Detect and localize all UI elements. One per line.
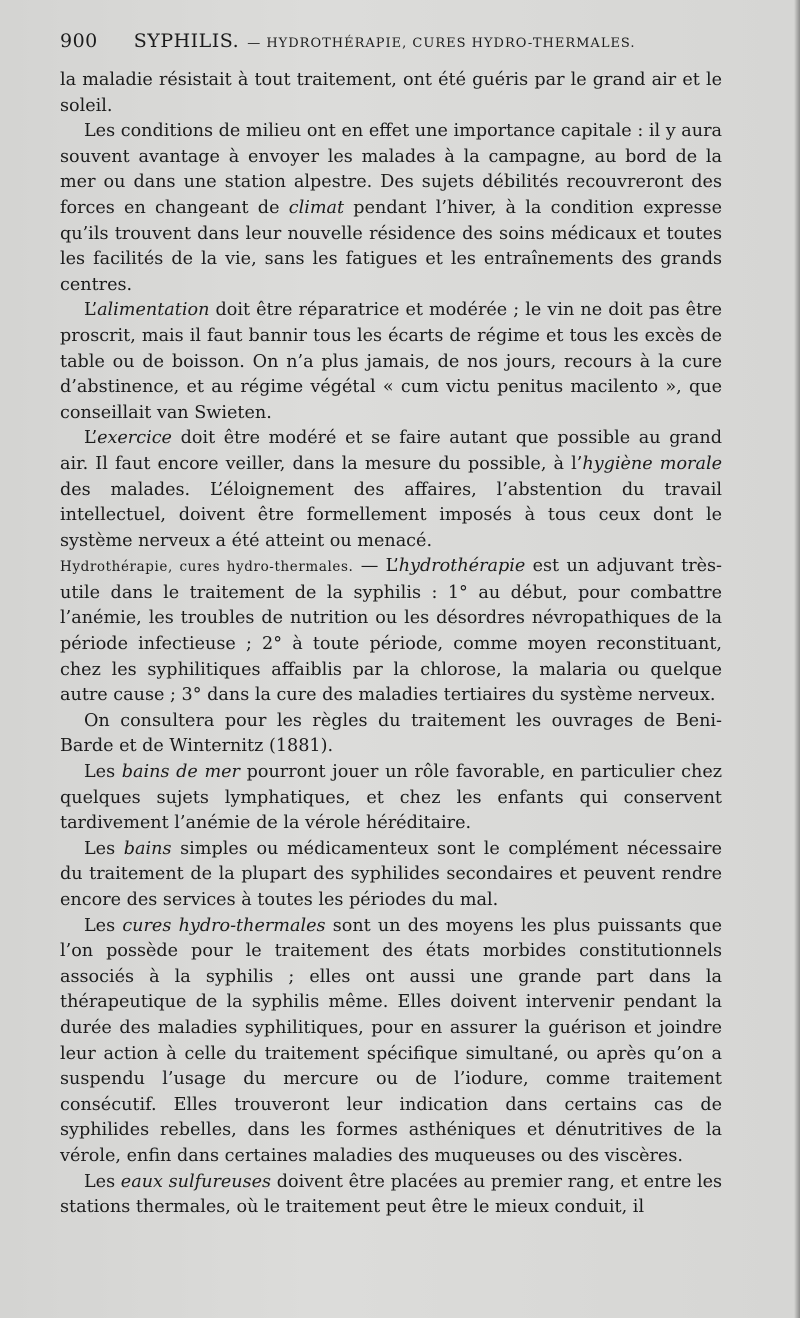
page-number: 900 [60, 30, 98, 52]
running-title: SYPHILIS. [133, 30, 240, 52]
paragraph-hydrotherapie: Hydrothérapie, cures hydro-thermales. — L’hydrothérapie est un adjuvant très-utile dans le traitement de la syphilis : 1° au début, pour combattre l’anémie, les troubles de nutrition ou les désordres névropathiques de la période infectieuse ; 2° à toute période, comme moyen reconstituant, chez les syphilitiques affaiblis par la chlorose, la malaria ou quelque autre cause ; 3° dans la cure des maladies tertiaires du système nerveux. [60, 556, 722, 706]
paragraph-references: On consultera pour les règles du traitement les ouvrages de Beni-Barde et de Winternitz (1881). [60, 710, 722, 757]
running-subtitle: — HYDROTHÉRAPIE, CURES HYDRO-THERMALES. [247, 36, 636, 51]
paragraph-eaux-sulfureuses: Les eaux sulfureuses doivent être placées au premier rang, et entre les stations thermales, où le traitement peut être le mieux conduit, il [60, 1171, 723, 1218]
paragraph-bains-de-mer: Les bains de mer pourront jouer un rôle favorable, en particulier chez quelques sujets lymphatiques, et chez les enfants qui conservent tardivement l’anémie de la vérole héréditaire. [60, 762, 723, 834]
paragraph-alimentation: L’alimentation doit être réparatrice et modérée ; le vin ne doit pas être proscrit, mais il faut bannir tous les écarts de régime et tous les excès de table ou de boisson. On n’a plus jamais, de nos jours, recours à la cure d’abstinence, et au régime végétal « cum victu penitus macilento », que conseillait van Swieten. [60, 300, 722, 423]
section-heading: Hydrothérapie, cures hydro-thermales. [60, 559, 354, 576]
running-header [60, 30, 722, 60]
body-text [60, 68, 722, 1221]
paragraph-cures: Les cures hydro-thermales sont un des moyens les plus puissants que l’on possède pour le traitement des états morbides constitutionnels associés à la syphilis ; elles ont aussi une grande part dans la thérapeutique de la syphilis même. Elles doivent intervenir pendant la durée des maladies syphilitiques, pour en assurer la guérison et joindre leur action à celle du traitement spécifique simultané, ou après qu’on a suspendu l’usage du mercure ou de l’iodure, comme traitement consécutif. Elles trouveront leur indication dans certains cas de syphilides rebelles, dans les formes asthéniques et dénutritives de la vérole, enfin dans certaines maladies des muqueuses ou des viscères. [60, 915, 723, 1166]
paragraph-exercice: L’exercice doit être modéré et se faire autant que possible au grand air. Il faut encore veiller, dans la mesure du possible, à l’hygiène morale des malades. L’éloignement des affaires, l’abstention du travail intellectuel, doivent être formellement imposés à tous ceux dont le système nerveux a été atteint ou menacé. [60, 428, 722, 551]
paragraph-continuation: la maladie résistait à tout traitement, ont été guéris par le grand air et le soleil. [60, 70, 722, 116]
paragraph-milieu: Les conditions de milieu ont en effet une importance capitale : il y aura souvent avantage à envoyer les malades à la campagne, au bord de la mer ou dans une station alpestre. Des sujets débilités recouvreront des forces en changeant de climat pendant l’hiver, à la condition expresse qu’ils trouvent dans leur nouvelle résidence des soins médicaux et toutes les facilités de la vie, sans les fatigues et les entraînements des grands centres. [60, 121, 722, 295]
paragraph-bains: Les bains simples ou médicamenteux sont le complément nécessaire du traitement de la plupart des syphilides secondaires et peuvent rendre encore des services à toutes les périodes du mal. [60, 838, 722, 910]
page-edge-shadow [794, 0, 800, 1318]
